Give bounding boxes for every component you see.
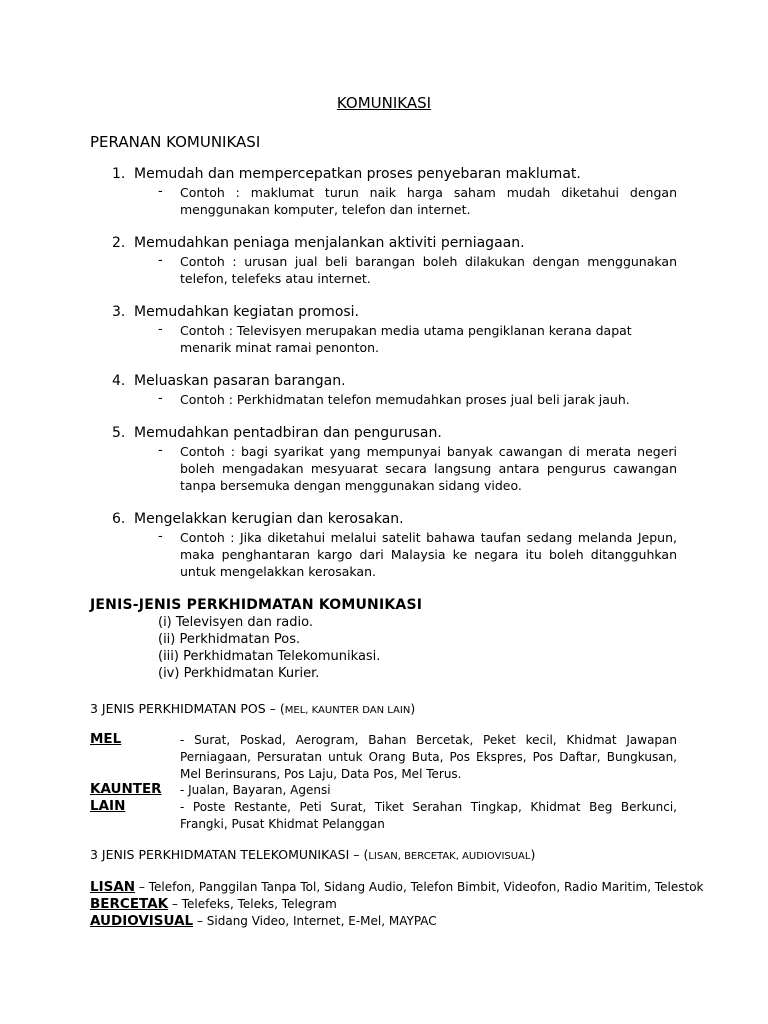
item-text: Memudah dan mempercepatkan proses penyebaran maklumat. (134, 166, 581, 182)
item-text: Mengelakkan kerugian dan kerosakan. (134, 511, 404, 527)
item-text: Memudahkan kegiatan promosi. (134, 304, 360, 320)
bullet-dash: - (158, 184, 163, 199)
list-item: (iii) Perkhidmatan Telekomunikasi. (158, 649, 381, 664)
bullet-dash: - (158, 322, 163, 337)
item-text: Memudahkan peniaga menjalankan aktiviti perniagaan. (134, 235, 525, 251)
telekom-row-audiovisual: AUDIOVISUAL – Sidang Video, Internet, E-Mel, MAYPAC (90, 913, 437, 929)
item-number: 3. (112, 304, 126, 320)
item-number: 6. (112, 511, 126, 527)
bullet-dash: - (158, 529, 163, 544)
telekom-label: BERCETAK (90, 896, 169, 912)
item-number: 4. (112, 373, 126, 389)
item-example: Contoh : bagi syarikat yang mempunyai banyak cawangan di merata negeri boleh mengadakan mesyuarat secara langsung antara pengurus cawangan tanpa bersemuka dengan menggunakan sidang video. (180, 444, 677, 493)
telekom-row-bercetak: BERCETAK – Telefeks, Teleks, Telegram (90, 896, 337, 912)
pos-desc-lain: - Poste Restante, Peti Surat, Tiket Serahan Tingkap, Khidmat Beg Berkunci, Frangki, Pusat Khidmat Pelanggan (180, 800, 677, 831)
list-item: (i) Televisyen dan radio. (158, 615, 313, 630)
section-heading-peranan: PERANAN KOMUNIKASI (90, 133, 261, 151)
item-number: 1. (112, 166, 126, 182)
section-heading-telekomunikasi: 3 JENIS PERKHIDMATAN TELEKOMUNIKASI – (LISAN, BERCETAK, AUDIOVISUAL) (90, 847, 536, 862)
item-text: Memudahkan pentadbiran dan pengurusan. (134, 425, 442, 441)
telekom-label: LISAN (90, 879, 136, 895)
list-item: (iv) Perkhidmatan Kurier. (158, 666, 320, 681)
bullet-dash: - (158, 443, 163, 458)
list-item: (ii) Perkhidmatan Pos. (158, 632, 301, 647)
bullet-dash: - (158, 253, 163, 268)
item-example: Contoh : Televisyen merupakan media utama pengiklanan kerana dapat menarik minat ramai penonton. (180, 323, 632, 355)
pos-label-mel: MEL (90, 731, 122, 747)
item-number: 5. (112, 425, 126, 441)
bullet-dash: - (158, 391, 163, 406)
pos-desc-kaunter: - Jualan, Bayaran, Agensi (180, 783, 331, 797)
item-example: Contoh : maklumat turun naik harga saham mudah diketahui dengan menggunakan komputer, telefon dan internet. (180, 185, 677, 217)
section-heading-jenis: JENIS-JENIS PERKHIDMATAN KOMUNIKASI (90, 597, 423, 613)
pos-desc-mel: - Surat, Poskad, Aerogram, Bahan Bercetak, Peket kecil, Khidmat Jawapan Perniagaan, Persuratan untuk Orang Buta, Pos Ekspres, Pos Daftar, Bungkusan, Mel Berinsurans, Pos Laju, Data Pos, Mel Terus. (180, 733, 677, 781)
item-text: Meluaskan pasaran barangan. (134, 373, 346, 389)
item-example: Contoh : urusan jual beli barangan boleh dilakukan dengan menggunakan telefon, telefeks atau internet. (180, 254, 677, 286)
page-title: KOMUNIKASI (336, 94, 432, 112)
pos-label-lain: LAIN (90, 798, 126, 814)
telekom-row-lisan: LISAN – Telefon, Panggilan Tanpa Tol, Sidang Audio, Telefon Bimbit, Videofon, Radio Maritim, Telestok (90, 879, 704, 895)
item-example: Contoh : Jika diketahui melalui satelit bahawa taufan sedang melanda Jepun, maka penghantaran kargo dari Malaysia ke negara itu boleh ditangguhkan untuk mengelakkan kerosakan. (180, 530, 677, 579)
pos-label-kaunter: KAUNTER (90, 781, 162, 797)
telekom-label: AUDIOVISUAL (90, 913, 194, 929)
section-heading-pos: 3 JENIS PERKHIDMATAN POS – (MEL, KAUNTER DAN LAIN) (90, 701, 416, 716)
item-number: 2. (112, 235, 126, 251)
item-example: Contoh : Perkhidmatan telefon memudahkan proses jual beli jarak jauh. (180, 392, 630, 407)
